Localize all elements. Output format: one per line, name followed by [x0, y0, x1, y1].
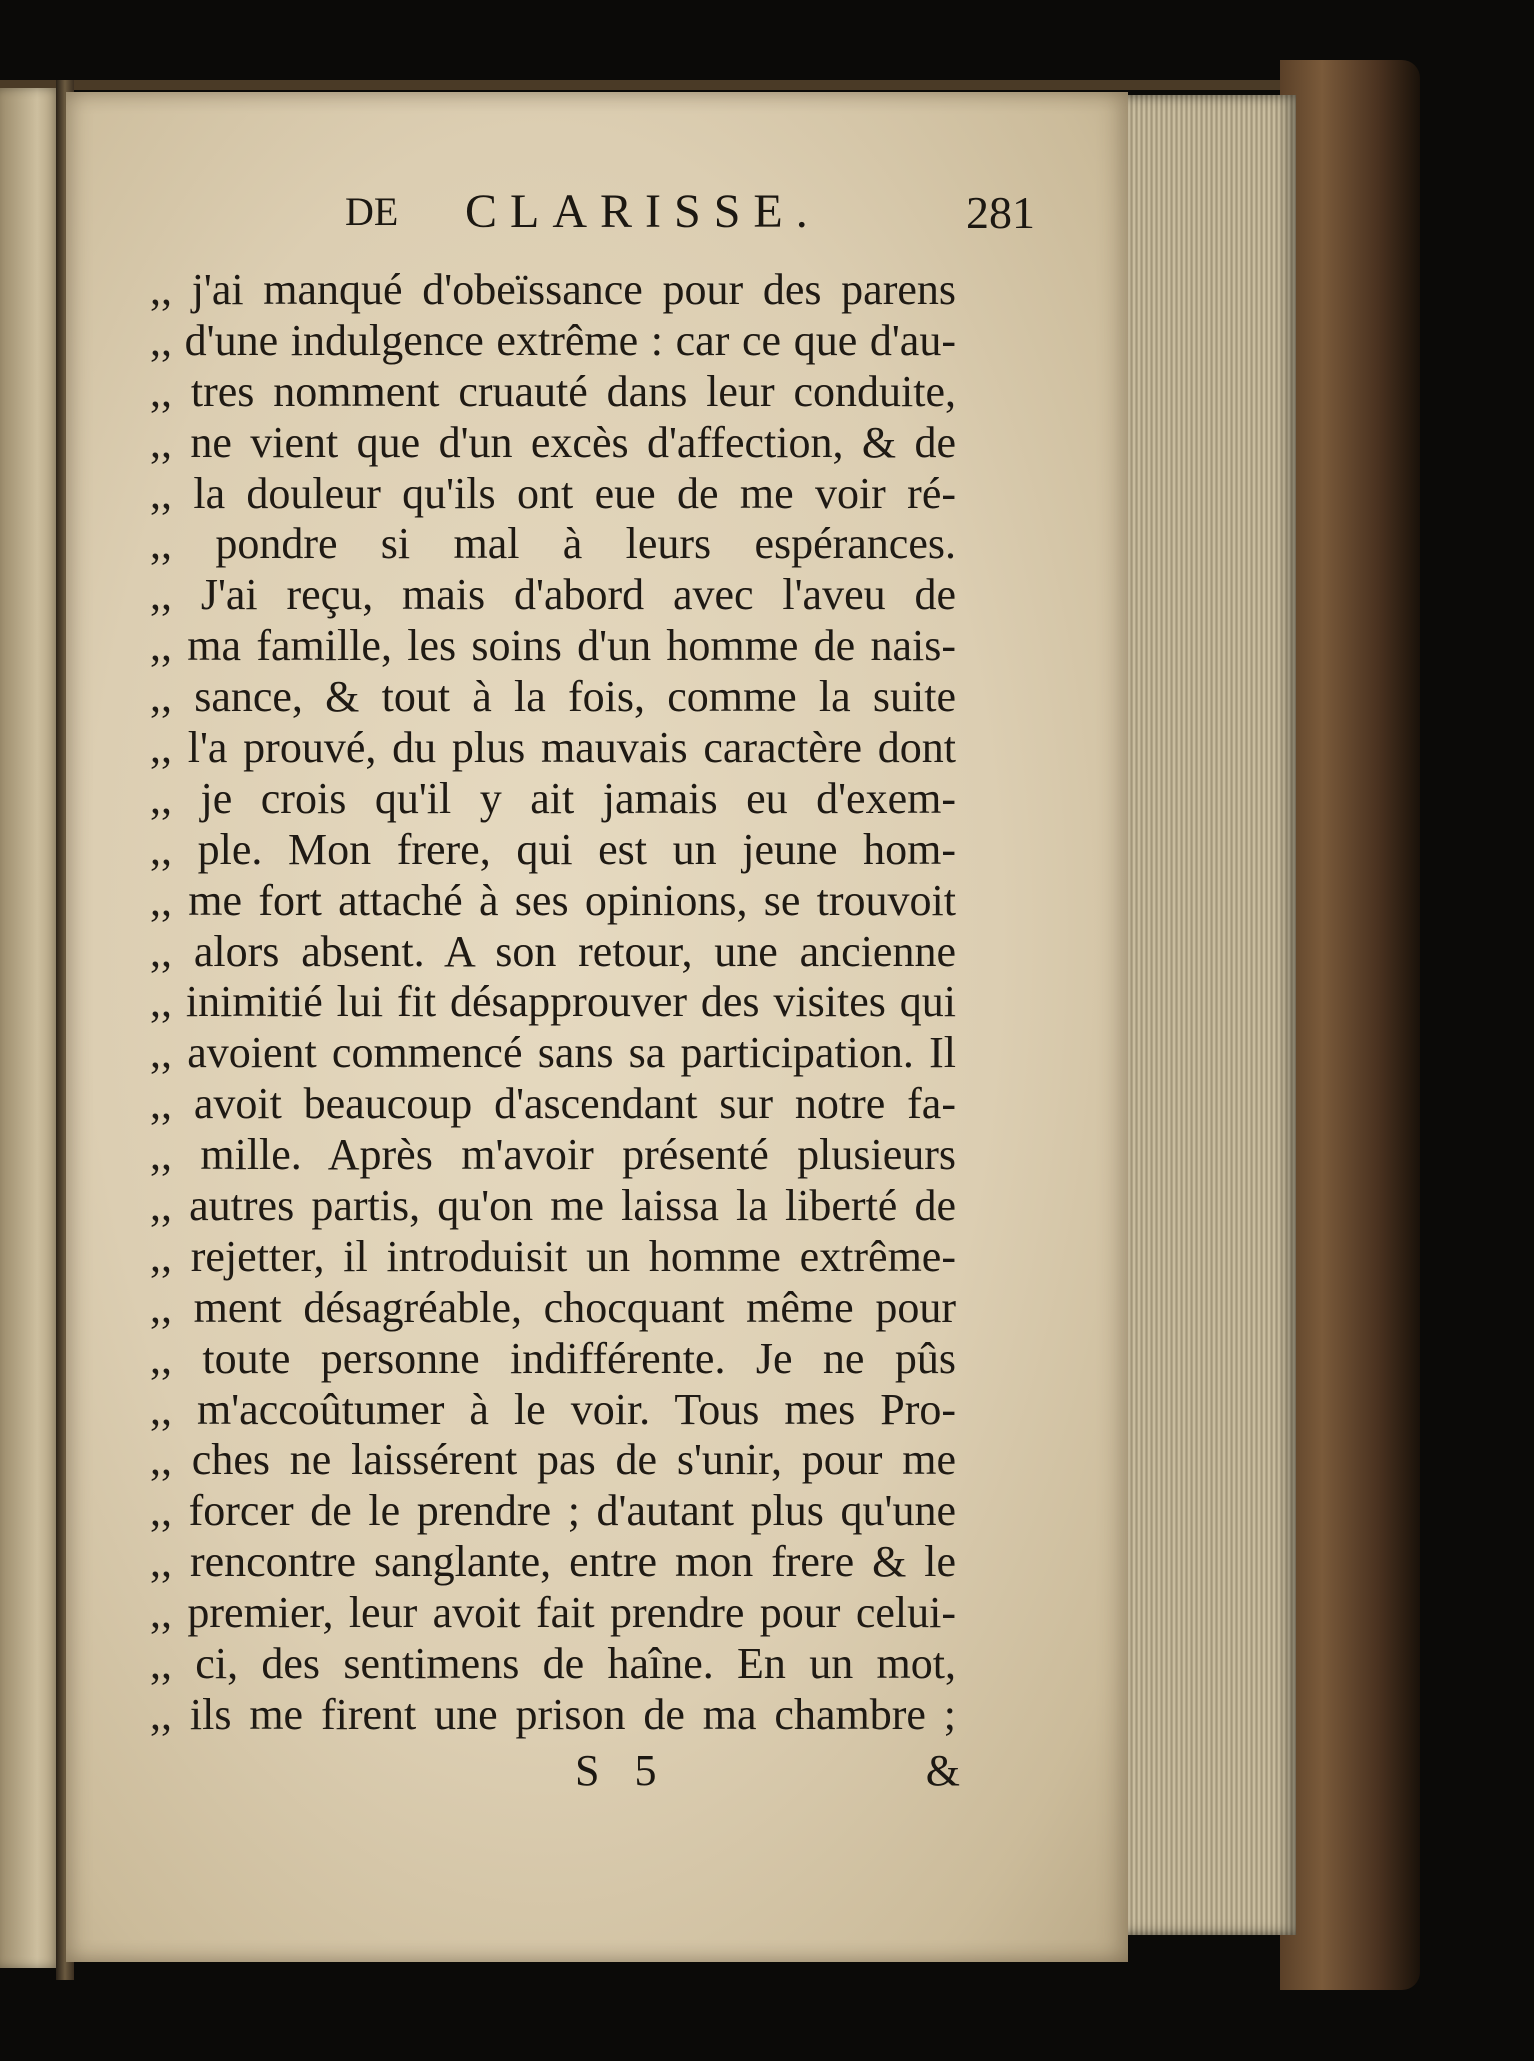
binding-shadow — [0, 80, 1300, 90]
body-text — [150, 265, 956, 1741]
running-header — [345, 180, 1035, 250]
header-prefix: DE — [345, 189, 399, 234]
text-line: ,, J'ai reçu, mais d'abord avec l'aveu de — [150, 570, 956, 620]
text-line: ,, tres nomment cruauté dans leur conduite, — [150, 366, 956, 416]
signature-mark: S 5 — [575, 1746, 669, 1795]
page-footer — [570, 1745, 960, 1805]
catchword: & — [925, 1746, 960, 1795]
page-block-edges — [1118, 95, 1296, 1935]
text-line: ,, pondre si mal à leurs espérances. — [150, 519, 956, 569]
text-line: ,, me fort attaché à ses opinions, se trouvoit — [150, 875, 956, 925]
book-cover — [1280, 60, 1420, 1990]
text-line: ,, ne vient que d'un excès d'affection, & de — [150, 417, 956, 467]
text-line: ,, m'accoûtumer à le voir. Tous mes Pro- — [150, 1384, 956, 1434]
text-line: ,, rejetter, il introduisit un homme extrême- — [150, 1231, 956, 1281]
text-line: ,, d'une indulgence extrême : car ce que d'au- — [150, 315, 956, 365]
text-line: ,, sance, & tout à la fois, comme la suite — [150, 672, 956, 722]
text-line: ,, ci, des sentimens de haîne. En un mot, — [150, 1639, 956, 1689]
text-line: ,, ple. Mon frere, qui est un jeune hom- — [150, 824, 956, 874]
text-line: ,, je crois qu'il y ait jamais eu d'exem- — [150, 773, 956, 823]
text-line: ,, ma famille, les soins d'un homme de nais- — [150, 621, 956, 671]
text-line: ,, inimitié lui fit désapprouver des visites qui — [150, 977, 956, 1027]
text-line: ,, ment désagréable, chocquant même pour — [150, 1282, 956, 1332]
text-line: ,, premier, leur avoit fait prendre pour celui- — [150, 1588, 956, 1638]
text-line: ,, ches ne laissérent pas de s'unir, pour me — [150, 1435, 956, 1485]
text-line: ,, j'ai manqué d'obeïssance pour des parens — [150, 265, 956, 314]
text-line: ,, toute personne indifférente. Je ne pûs — [150, 1333, 956, 1383]
facing-page-edge — [0, 88, 62, 1968]
text-line: ,, avoit beaucoup d'ascendant sur notre fa- — [150, 1079, 956, 1129]
text-line: ,, ils me firent une prison de ma chambre ; — [150, 1689, 956, 1739]
text-line: ,, la douleur qu'ils ont eue de me voir ré- — [150, 468, 956, 518]
text-line: ,, mille. Après m'avoir présenté plusieurs — [150, 1130, 956, 1180]
text-line: ,, alors absent. A son retour, une ancienne — [150, 926, 956, 976]
text-line: ,, rencontre sanglante, entre mon frere & le — [150, 1537, 956, 1587]
text-line: ,, l'a prouvé, du plus mauvais caractère dont — [150, 723, 956, 773]
page-number: 281 — [966, 187, 1035, 238]
text-line: ,, autres partis, qu'on me laissa la liberté de — [150, 1181, 956, 1231]
text-line: ,, avoient commencé sans sa participation. Il — [150, 1028, 956, 1078]
text-line: ,, forcer de le prendre ; d'autant plus qu'une — [150, 1486, 956, 1536]
header-title: CLARISSE. — [465, 185, 821, 238]
